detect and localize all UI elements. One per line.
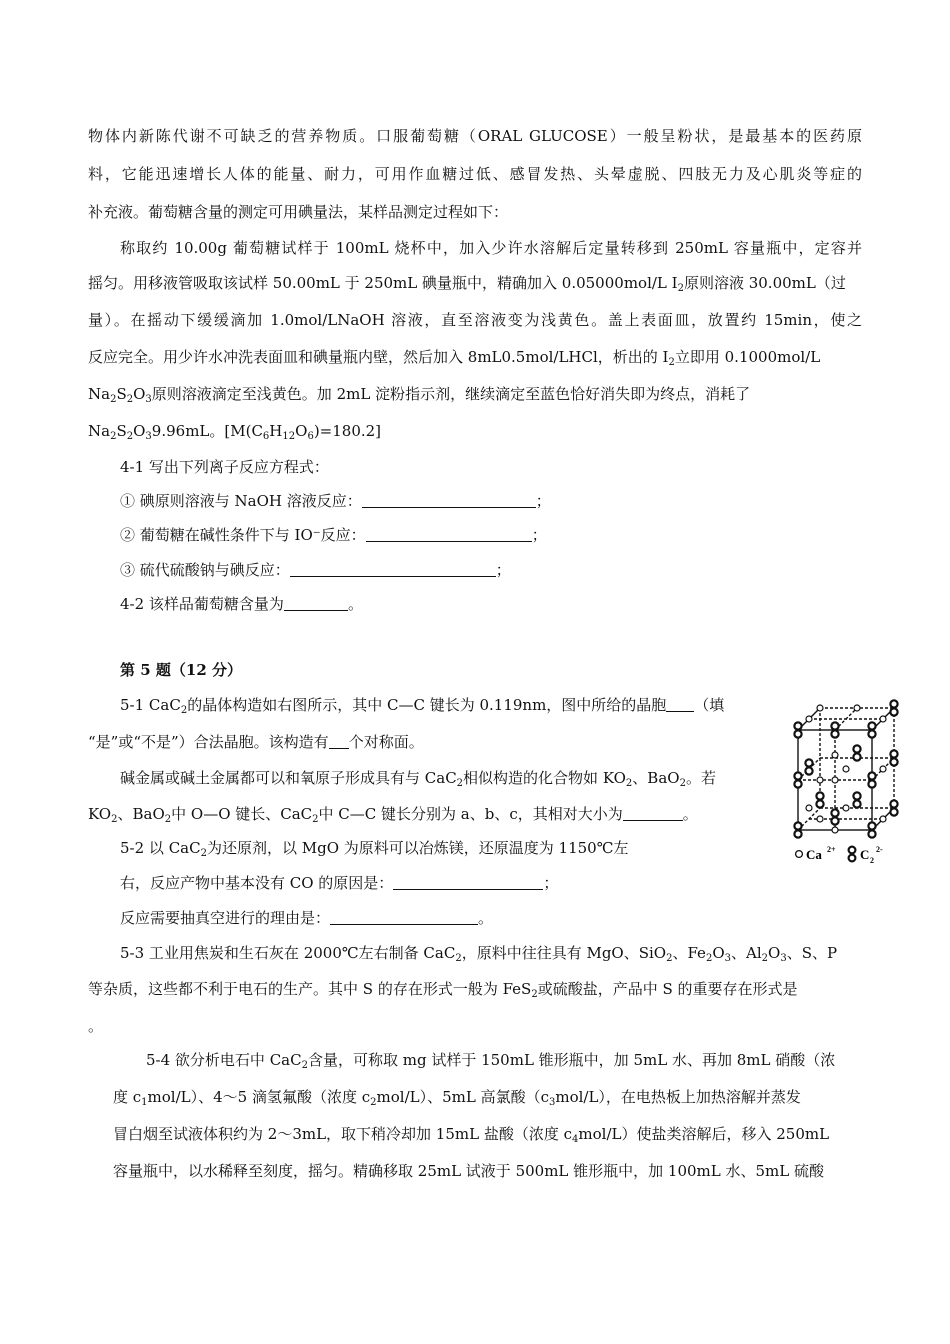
question-5-1-line-1: 5-1 CaC$_2$的晶体构造如右图所示，其中 C—C 键长为 0.119nm，图中所给的晶胞 （填 [120, 696, 725, 716]
question-5-3-line-1: 5-3 工业用焦炭和生石灰在 2000℃左右制备 CaC$_2$，原料中往往具有 MgO、SiO$_2$、$Fe_2O_3$、$Al_2O_3$、S、P [120, 944, 838, 964]
ca-ion [843, 766, 849, 772]
answer-blank[interactable] [362, 492, 536, 508]
answer-blank[interactable] [366, 526, 532, 542]
answer-blank[interactable] [284, 595, 348, 611]
answer-blank[interactable] [329, 733, 349, 749]
ca-ion [817, 705, 823, 711]
ca-ion [817, 816, 823, 822]
question-5-2-line-1: 5-2 以 CaC$_2$为还原剂，以 MgO 为原料可以冶炼镁，还原温度为 1150℃左 [120, 839, 629, 859]
question-4-1-item-1: ① 碘原则溶液与 NaOH 溶液反应： ； [120, 492, 551, 510]
answer-blank[interactable] [393, 874, 543, 890]
ca-ion [880, 766, 886, 772]
procedure-line-4: 反应完全。用少许水冲洗表面皿和碘量瓶内壁，然后加入 8mL0.5mol/LHCl，析出的 $I_2$立即用 0.1000mol/L [88, 348, 821, 368]
c2-dumbbell [831, 809, 838, 824]
procedure-line-3: 量）。在摇动下缓缓滴加 1.0mol/LNaOH 溶液，直至溶液变为浅黄色。盖上表面皿，放置约 15min，使之 [88, 311, 862, 329]
answer-blank[interactable] [623, 805, 683, 821]
c2-dumbbell [816, 792, 823, 807]
c2-dumbbell [853, 745, 860, 760]
question-4-2: 4-2 该样品葡萄糖含量为 。 [120, 595, 363, 613]
legend-ca-label: Ca [806, 847, 822, 862]
ca-ion [843, 805, 849, 811]
question-5-4-line-3: 冒白烟至试液体积约为 2～3mL，取下稍冷却加 15mL 盐酸（浓度 $c_4mol/L$）使盐类溶解后，移入 250mL [113, 1125, 830, 1145]
question-4-1-item-3: ③ 硫代硫酸钠与碘反应： ； [120, 561, 511, 579]
ca-ion [880, 816, 886, 822]
answer-blank[interactable] [290, 561, 496, 577]
question-5-title: 第 5 题（12 分） [120, 661, 242, 679]
procedure-line-1: 称取约 10.00g 葡萄糖试样于 100mL 烧杯中，加入少许水溶解后定量转移到 250mL 容量瓶中，定容并 [120, 239, 862, 257]
procedure-line-6: $Na_2S_2O_39.96mL$。$[M(C_6H_{12}O_6)=180.2]$ [88, 422, 382, 442]
question-5-1-line-3: 碱金属或碱土金属都可以和氧原子形成具有与 CaC$_2$相似构造的化合物如 $KO_2$、BaO$_2$。若 [120, 769, 716, 789]
legend-c-label: C [860, 847, 870, 862]
ca-legend-icon [796, 851, 803, 858]
ca-ion [817, 777, 823, 783]
ca-ion [832, 777, 838, 783]
question-4-1-item-2: ② 葡萄糖在碱性条件下与 IO⁻反应： ； [120, 526, 547, 544]
question-5-1-line-2: “是”或“不是”）合法晶胞。该构造有 个对称面。 [88, 733, 424, 751]
ca-ion [880, 716, 886, 722]
answer-blank[interactable] [330, 909, 478, 925]
question-5-2-line-3: 反应需要抽真空进行的理由是： 。 [120, 909, 494, 927]
question-5-3-line-3: 。 [88, 1017, 104, 1035]
procedure-line-5: $Na_2S_2O_3$原则溶液滴定至浅黄色。加 2mL 淀粉指示剂，继续滴定至蓝色恰好消失即为终点，消耗了 [88, 385, 751, 405]
ca-ion [832, 752, 838, 758]
ca-ion [806, 716, 812, 722]
paragraph-intro-line-2: 料，它能迅速增长人体的能量、耐力，可用作血糖过低、感冒发热、头晕虚脱、四肢无力及心肌炎等症的 [88, 165, 862, 183]
ca-ion [832, 827, 838, 833]
procedure-line-2: 摇匀。用移液管吸取该试样 50.00mL 于 250mL 碘量瓶中，精确加入 0.05000mol/L $I_2$原则溶液 30.00mL（过 [88, 274, 846, 294]
cac2-crystal-structure-figure [786, 690, 902, 868]
question-5-3-line-2: 等杂质，这些都不利于电石的生产。其中 S 的存在形式一般为 FeS$_2$或硫酸盐，产品中 S 的重要存在形式是 [88, 980, 798, 1000]
legend-c-sub: 2 [870, 856, 874, 865]
c2-dumbbell [853, 792, 860, 807]
figure-legend [796, 845, 883, 865]
question-5-4-line-4: 容量瓶中，以水稀释至刻度，摇匀。精确移取 25mL 试液于 500mL 锥形瓶中，加 100mL 水、5mL 硫酸 [113, 1162, 825, 1180]
paragraph-intro-line-3: 补充液。葡萄糖含量的测定可用碘量法，某样品测定过程如下： [88, 203, 509, 221]
question-5-2-line-2: 右，反应产物中基本没有 CO 的原因是： ； [120, 874, 559, 892]
question-5-4-line-2: 度 $c_1mol/L$）、4～5 滴氢氟酸（浓度 $c_2mol/L$）、5mL 高氯酸$(c_3mol/L)$，在电热板上加热溶解并蒸发 [113, 1088, 801, 1108]
ca-ion [854, 705, 860, 711]
legend-c-charge: 2- [876, 845, 883, 854]
question-5-1-line-4: $KO_2$、BaO$_2$中 O—O 键长、CaC$_2$中 C—C 键长分别为 a、b、c，其相对大小为 。 [88, 805, 698, 825]
answer-blank[interactable] [666, 696, 694, 712]
paragraph-intro-line-1: 物体内新陈代谢不可缺乏的营养物质。口服葡萄糖（ORAL GLUCOSE）一般呈粉状，是最基本的医药原 [88, 127, 862, 145]
ca-ion [806, 805, 812, 811]
question-5-4-line-1: 5-4 欲分析电石中 CaC$_2$含量，可称取 mg 试样于 150mL 锥形瓶中，加 5mL 水、再加 8mL 硝酸（浓 [146, 1051, 836, 1071]
legend-ca-charge: 2+ [827, 845, 836, 854]
question-4-1-title: 4-1 写出下列离子反应方程式： [120, 458, 329, 476]
c2-dumbbell [805, 759, 812, 774]
c2-legend-icon [849, 847, 856, 862]
